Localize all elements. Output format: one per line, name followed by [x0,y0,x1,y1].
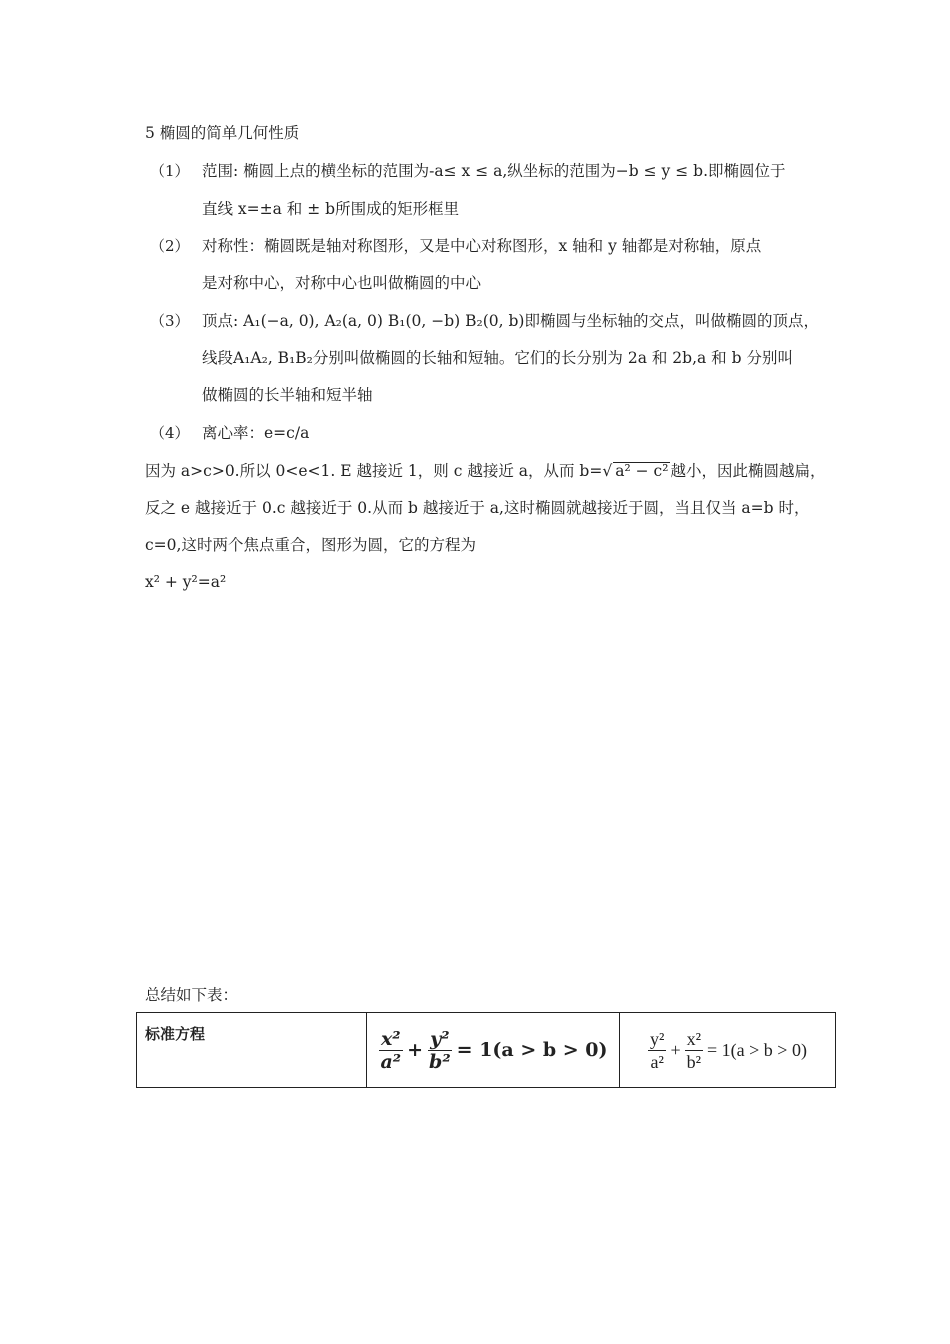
fraction-x [685,1028,703,1073]
denominator: b² [686,1051,702,1072]
circle-equation: x² + y²=a² [145,573,227,591]
denominator: a² [650,1051,664,1072]
standard-equation-x-major [368,1028,618,1073]
numerator: x² [686,1028,702,1049]
fraction-x [378,1028,403,1073]
sqrt-expression: a² − c² [615,462,669,480]
fraction-y [648,1028,666,1073]
summary-table [136,1012,836,1088]
item-3-line-2 [202,348,793,368]
summary-label: 总结如下表： [145,986,239,1004]
fraction-y [427,1028,453,1073]
equation-rhs: = 1(a > b > 0) [456,1039,608,1061]
formula-cell-1 [367,1013,620,1088]
item-1-line-2: 直线 x=±a 和 ± b所围成的矩形框里 [202,200,460,218]
item-2-line-1: 对称性：椭圆既是轴对称图形，又是中心对称图形，x 轴和 y 轴都是对称轴，原点 [202,237,762,255]
denominator: a² [380,1050,402,1073]
item-3-line-1-pre: 顶点: [202,312,244,330]
paragraph-line-1: 因为 a>c>0.所以 0<e<1. E 越接近 1，则 c 越接近 a，从而 b=√ a² − c² 越小，因此椭圆越扁， [145,462,826,480]
item-number-2: （2） [150,237,190,255]
numerator: y² [650,1028,665,1049]
item-3-line-1 [202,311,819,331]
table-row [137,1013,836,1088]
item-number-4: （4） [150,424,190,442]
item-2-line-2: 是对称中心，对称中心也叫做椭圆的中心 [202,274,482,292]
item-3-line-3: 做椭圆的长半轴和短半轴 [202,386,373,404]
item-3-line-2-post: 分别叫做椭圆的长轴和短轴。它们的长分别为 2a 和 2b,a 和 b 分别叫 [312,349,793,367]
paragraph-line-2: 反之 e 越接近于 0.c 越接近于 0.从而 b 越接近于 a,这时椭圆就越接近于圆，当且仅当 a=b 时， [145,499,810,517]
denominator: b² [429,1050,451,1073]
equation-rhs: = 1(a > b > 0) [707,1039,807,1060]
paragraph-line-1-pre: 因为 a>c>0.所以 0<e<1. E 越接近 1，则 c 越接近 a，从而 b= [145,462,603,480]
item-3-line-2-pre: 线段 [202,349,234,367]
item-4-line-1: 离心率：e=c/a [202,424,310,442]
plus-sign: + [407,1039,424,1061]
standard-equation-y-major [621,1028,834,1073]
item-1-line-1: 范围: 椭圆上点的横坐标的范围为-a≤ x ≤ a,纵坐标的范围为−b ≤ y ≤ b.即椭圆位于 [202,162,786,180]
item-number-3: （3） [150,312,190,330]
section-heading: 5 椭圆的简单几何性质 [145,124,300,142]
numerator: y² [430,1027,450,1050]
item-3-line-1-post: 即椭圆与坐标轴的交点，叫做椭圆的顶点， [524,312,819,330]
axis-segments: A₁A₂, B₁B₂ [233,349,313,367]
vertex-coordinates: A₁(−a, 0), A₂(a, 0) B₁(0, −b) B₂(0, b) [243,312,525,330]
item-number-1: （1） [150,162,190,180]
table-header-cell: 标准方程 [137,1013,367,1088]
numerator: x² [380,1027,401,1050]
plus-sign: + [670,1039,681,1060]
paragraph-line-3: c=0,这时两个焦点重合，图形为圆，它的方程为 [145,536,476,554]
paragraph-line-1-post: 越小，因此椭圆越扁， [670,462,826,480]
formula-cell-2 [620,1013,836,1088]
